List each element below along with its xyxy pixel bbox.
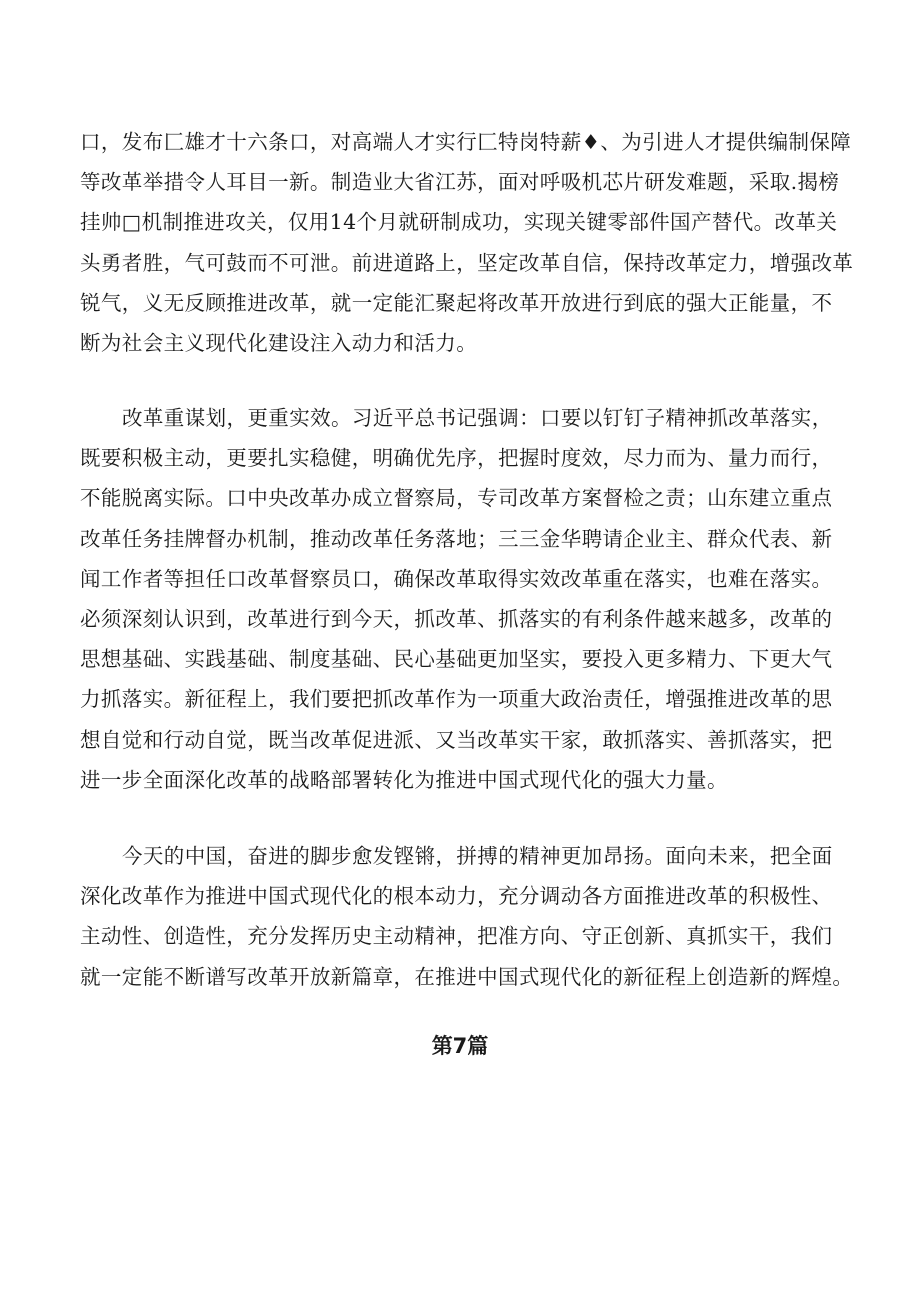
- paragraph-line: 思想基础、实践基础、制度基础、民心基础更加坚实，要投入更多精力、下更大气: [80, 647, 833, 672]
- paragraph-line: 不能脱离实际。口中央改革办成立督察局，专司改革方案督检之责；山东建立重点: [80, 486, 833, 511]
- paragraph-line: 想自觉和行动自觉，既当改革促进派、又当改革实干家，敢抓落实、善抓落实，把: [80, 727, 833, 752]
- paragraph-line: 既要积极主动，更要扎实稳健，明确优先序，把握时度效，尽力而为、量力而行，: [80, 446, 833, 471]
- paragraph-line: 挂帅□机制推进攻关，仅用14个月就研制成功，实现关键零部件国产替代。改革关: [80, 210, 838, 235]
- paragraph-line: 今天的中国，奋进的脚步愈发铿锵，拼搏的精神更加昂扬。面向未来，把全面: [122, 844, 833, 868]
- paragraph-line: 深化改革作为推进中国式现代化的根本动力，充分调动各方面推进改革的积极性、: [80, 884, 833, 909]
- paragraph-line: 闻工作者等担任口改革督察员口，确保改革取得实效改革重在落实，也难在落实。: [80, 566, 833, 591]
- paragraph-line: 改革任务挂牌督办机制，推动改革任务落地；三三金华聘请企业主、群众代表、新: [80, 526, 833, 551]
- paragraph-line: 锐气，义无反顾推进改革，就一定能汇聚起将改革开放进行到底的强大正能量，不: [80, 290, 833, 315]
- paragraph-line: 力抓落实。新征程上，我们要把抓改革作为一项重大政治责任，增强推进改革的思: [80, 687, 833, 712]
- paragraph-line: 断为社会主义现代化建设注入动力和活力。: [80, 330, 478, 355]
- paragraph-1: [80, 122, 860, 363]
- section-heading: 第7篇: [431, 1034, 489, 1058]
- paragraph-line: 主动性、创造性，充分发挥历史主动精神，把准方向、守正创新、真抓实干，我们: [80, 924, 833, 949]
- paragraph-line: 进一步全面深化改革的战略部署转化为推进中国式现代化的强大力量。: [80, 767, 728, 792]
- paragraph-line: 口，发布匚雄才十六条口，对高端人才实行匚特岗特薪♦、为引进人才提供编制保障: [80, 130, 852, 154]
- paragraph-line: 改革重谋划，更重实效。习近平总书记强调：口要以钉钉子精神抓改革落实，: [122, 406, 833, 430]
- paragraph-2: [80, 398, 860, 800]
- paragraph-line: 头勇者胜，气可鼓而不可泄。前进道路上，坚定改革自信，保持改革定力，增强改革: [80, 250, 854, 275]
- paragraph-line: 必须深刻认识到，改革进行到今天，抓改革、抓落实的有利条件越来越多，改革的: [80, 606, 833, 631]
- paragraph-line: 就一定能不断谱写改革开放新篇章，在推进中国式现代化的新征程上创造新的辉煌。: [80, 964, 854, 989]
- paragraph-3: [80, 836, 860, 997]
- paragraph-line: 等改革举措令人耳目一新。制造业大省江苏，面对呼吸机芯片研发难题，采取.揭榜: [80, 170, 840, 195]
